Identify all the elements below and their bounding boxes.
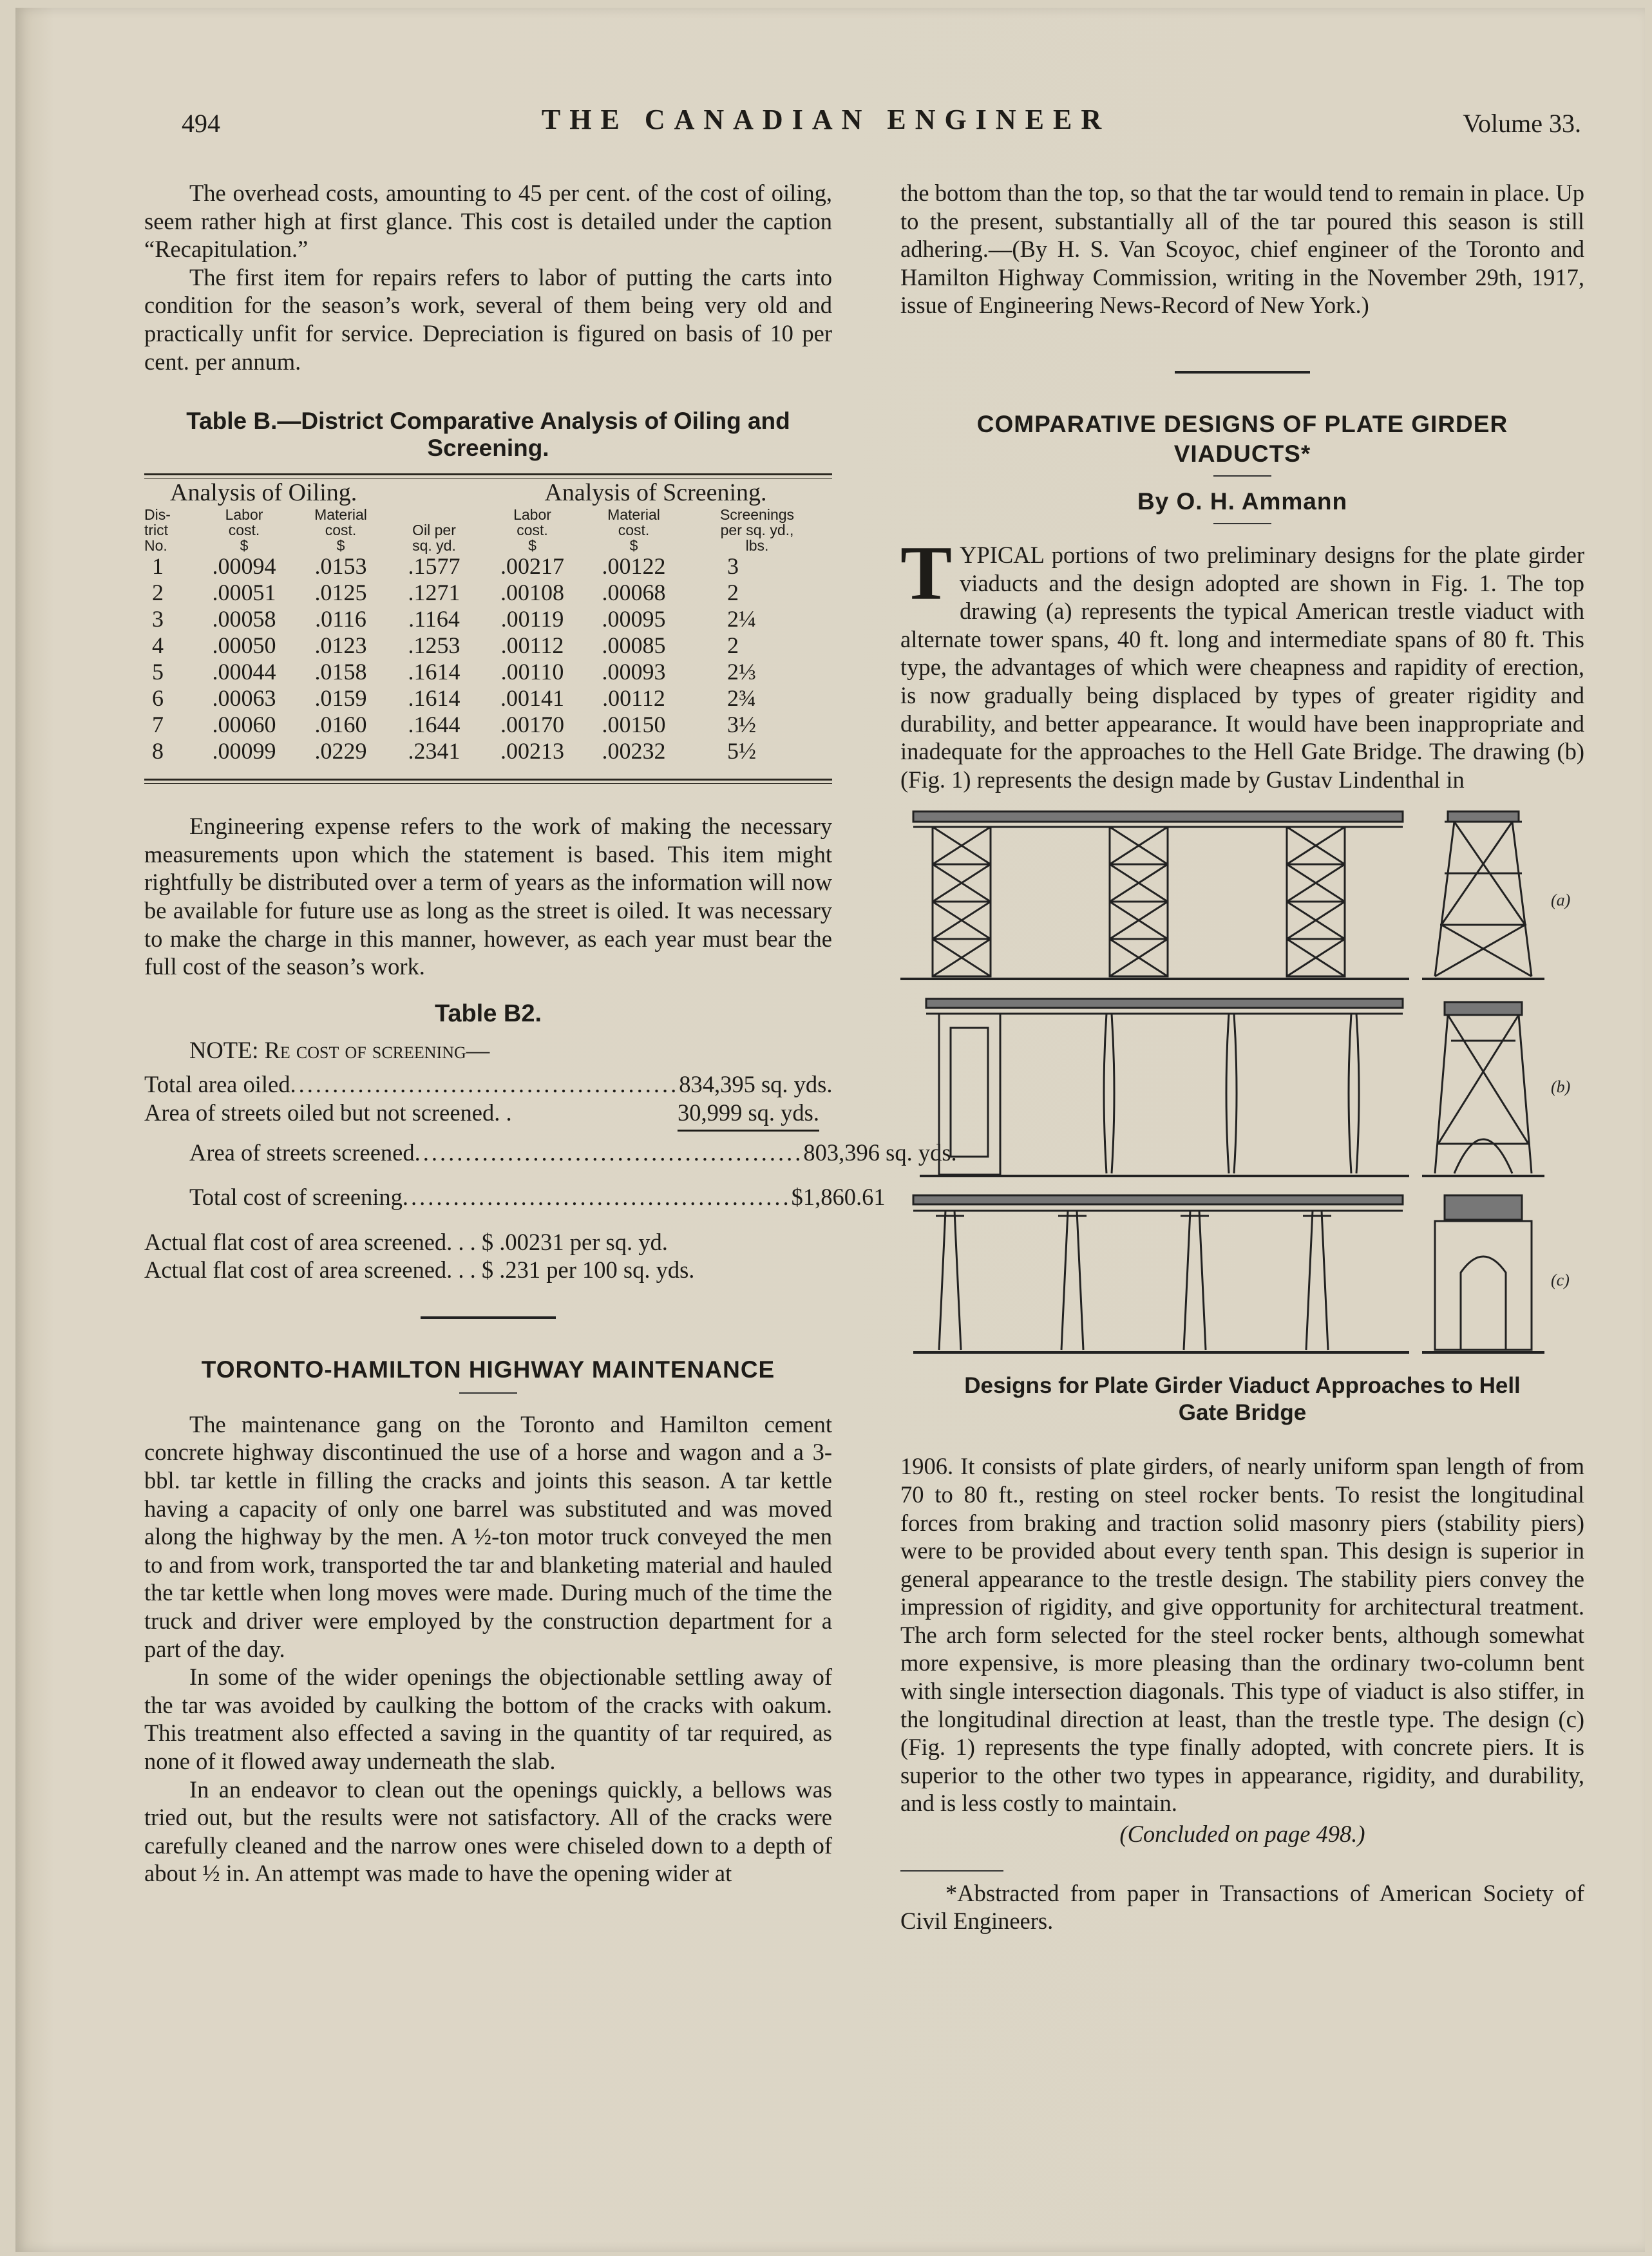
table-cell: .1614: [408, 685, 460, 712]
table-cell: 6: [152, 685, 164, 712]
journal-title: THE CANADIAN ENGINEER: [541, 104, 1111, 135]
table-cell: .1614: [408, 659, 460, 685]
table-col-header: Screenings per sq. yd., lbs.: [719, 506, 795, 555]
table-cell: .00051: [212, 580, 276, 606]
table-cell: .0158: [314, 659, 367, 685]
byline: By O. H. Ammann: [1137, 488, 1348, 515]
table-cell: .00141: [500, 685, 564, 712]
table-rule: [144, 779, 832, 784]
table-cell: 3: [152, 606, 164, 632]
article-title: TORONTO-HAMILTON HIGHWAY MAINTENANCE: [201, 1356, 775, 1383]
table-cell: .00068: [602, 580, 666, 606]
table-cell: 2¾: [727, 685, 756, 712]
table-cell: .1644: [408, 712, 460, 738]
paragraph: TYPICAL portions of two preliminary designs for the plate girder viaducts and the design adopted are shown in Fig. 1. The top drawing (a) represents the typical American trestle viaduct with alternate tower spans, 40 ft. long and intermediate spans of 80 ft. This type, the advantages of which were cheapness and rapidity of erection, is now gradually being displaced by types of greater rigidity and durability, and better appearance. It would have been inappropriate and inadequate for the approaches to the Hell Gate Bridge. The drawing (b) (Fig. 1) represents the design made by Gustav Lindenthal in: [900, 529, 1584, 793]
table-b2-title: Table B2.: [434, 1000, 542, 1027]
table-cell: 2: [727, 632, 739, 659]
table-row: [144, 553, 832, 580]
volume-label: Volume 33.: [1463, 109, 1581, 138]
table-row: [144, 606, 832, 632]
table-col-header: Oil per sq. yd.: [412, 522, 456, 555]
left-column: [144, 179, 957, 1888]
table-cell: 7: [152, 712, 164, 738]
table-cell: .0125: [314, 580, 367, 606]
group-header-oiling: Analysis of Oiling.: [170, 479, 357, 507]
table-cell: .00044: [212, 659, 276, 685]
table-cell: .1164: [408, 606, 460, 632]
table-cell: .00112: [500, 632, 564, 659]
table-col-header: Material cost. $: [314, 506, 367, 555]
table-row: [144, 712, 832, 738]
table-b: [144, 479, 832, 764]
table-cell: 2: [152, 580, 164, 606]
table-cell: 3: [727, 553, 739, 580]
drop-cap: T: [900, 529, 953, 616]
table-cell: .1271: [408, 580, 460, 606]
table-cell: .00170: [500, 712, 564, 738]
page-header: [0, 103, 1652, 142]
footnote: *Abstracted from paper in Transactions of American Society of Civil Engineers.: [900, 1879, 1584, 1935]
table-cell: .00108: [500, 580, 564, 606]
paragraph: 1906. It consists of plate girders, of nearly uniform span length of from 70 to 80 ft., resting on steel rocker bents. To resist the longitudinal forces from braking and traction solid masonry piers (stability piers) were to be provided about every tenth span. This design is superior in general appearance to the trestle design. The stability piers convey the impression of rigidity, and give opportunity for architectural treatment. The arch form selected for the steel rocker bents, although somewhat more expensive, is more pleasing than the ordinary two-column bent with single intersection diagonals. This type of viaduct is also stiffer, in the longitudinal direction at least, than the trestle type. The design (c) (Fig. 1) represents the type finally adopted, with concrete piers. It is superior to the other two types in appearance, rigidity, and durability, and is less costly to maintain.: [900, 1453, 1584, 1817]
paragraph: In some of the wider openings the objectionable settling away of the tar was avoided by caulking the bottom of the cracks with oakum. This treatment also effected a saving in the quantity of tar required, as none of it flowed away underneath the slab.: [144, 1664, 832, 1774]
right-column: [900, 179, 1584, 1935]
figure-caption: Designs for Plate Girder Viaduct Approaches to Hell Gate Bridge: [964, 1373, 1521, 1426]
table-b2-row: Total area oiled .............................................. 834,395 sq. yds.: [144, 1071, 833, 1098]
table-cell: 3½: [727, 712, 756, 738]
table-col-header: Labor cost. $: [513, 506, 551, 555]
table-b2-row: Area of streets screened .............................................. 803,396 sq. yds.: [189, 1139, 957, 1166]
article-title: COMPARATIVE DESIGNS OF PLATE GIRDER VIADUCTS*: [976, 410, 1508, 467]
table-cell: .00063: [212, 685, 276, 712]
table-b2-row: Area of streets oiled but not screened. . 30,999 sq. yds.: [144, 1099, 819, 1126]
concluded-note: (Concluded on page 498.): [1119, 1821, 1365, 1848]
table-cell: .00095: [602, 606, 666, 632]
table-cell: .0116: [315, 606, 366, 632]
table-col-header: Labor cost. $: [225, 506, 263, 555]
drawing-c-concrete-piers: [913, 1195, 1544, 1352]
table-b-title: Table B.—District Comparative Analysis of Oiling and Screening.: [186, 408, 790, 462]
table-cell: .0160: [314, 712, 367, 738]
table-cell: .00119: [500, 606, 564, 632]
table-cell: .0123: [314, 632, 367, 659]
table-cell: .0159: [314, 685, 367, 712]
viaduct-drawings: [900, 809, 1584, 1372]
table-b2: [144, 1070, 957, 1284]
table-cell: .0229: [314, 738, 367, 764]
page-number: 494: [182, 109, 220, 138]
paragraph: In an endeavor to clean out the openings quickly, a bellows was tried out, but the results were not satisfactory. All of the cracks were carefully cleaned and the narrow ones were chiseled down to a depth of about ½ in. An attempt was made to have the opening wider at: [144, 1776, 832, 1887]
table-rule: [144, 473, 832, 479]
table-cell: 5½: [727, 738, 756, 764]
figure-label-c: (c): [1551, 1271, 1570, 1290]
table-b2-note: NOTE: Re cost of screening—: [189, 1036, 490, 1063]
table-cell: .00110: [500, 659, 564, 685]
table-cell: .2341: [408, 738, 460, 764]
paragraph: The overhead costs, amounting to 45 per cent. of the cost of oiling, seem rather high at first glance. This cost is detailed under the caption “Recapitulation.”: [144, 180, 832, 263]
table-cell: .0153: [314, 553, 367, 580]
table-cell: .00060: [212, 712, 276, 738]
table-cell: 5: [152, 659, 164, 685]
table-cell: 2⅓: [727, 659, 756, 685]
table-b2-row: Total cost of screening .............................................. $1,860.61: [189, 1184, 886, 1211]
viaduct-figure: [900, 809, 1584, 1372]
table-cell: .00232: [602, 738, 666, 764]
paragraph: The first item for repairs refers to labor of putting the carts into condition for the season’s work, several of them being very old and practically unfit for service. Depreciation is figured on basis of 10 per cent. per annum.: [144, 263, 832, 375]
table-cell: 4: [152, 632, 164, 659]
paragraph: The maintenance gang on the Toronto and Hamilton cement concrete highway discontinued the use of a horse and wagon and a 3-bbl. tar kettle in filling the cracks and joints this season. A tar kettle having a capacity of only one barrel was substituted and was moved along the highway by the men. A ½-ton motor truck conveyed the men to and from work, transported the tar and blanketing material and hauled the tar kettle when long moves were made. During much of the time the truck and driver were employed by the construction department for a part of the day.: [144, 1410, 832, 1662]
table-cell: .00093: [602, 659, 666, 685]
table-cell: .00122: [602, 553, 666, 580]
table-cell: .00058: [212, 606, 276, 632]
table-cell: .00085: [602, 632, 666, 659]
drawing-b-rocker-bents: [920, 999, 1544, 1176]
table-row: [144, 685, 832, 712]
table-cell: .00094: [212, 553, 276, 580]
paragraph: the bottom than the top, so that the tar would tend to remain in place. Up to the present, substantially all of the tar poured this season is still adhering.—(By H. S. Van Scoyoc, chief engineer of the Toronto and Hamilton Highway Commission, writing in the November 29th, 1917, issue of Engineering News-Record of New York.): [900, 180, 1584, 319]
figure-label-a: (a): [1551, 891, 1571, 910]
table-row: [144, 738, 832, 764]
table-row: [144, 580, 832, 606]
table-b2-flat-cost: Actual flat cost of area screened. . . $ .00231 per sq. yd.: [144, 1228, 668, 1255]
table-cell: .00217: [500, 553, 564, 580]
table-cell: .1577: [408, 553, 460, 580]
table-cell: 2¼: [727, 606, 756, 632]
table-col-header: Dis- trict No.: [144, 506, 171, 555]
table-col-header: Material cost. $: [607, 506, 660, 555]
table-row: [144, 659, 832, 685]
drawing-a-trestle: [900, 811, 1544, 979]
table-cell: .00112: [602, 685, 665, 712]
table-row: [144, 632, 832, 659]
table-cell: .00213: [500, 738, 564, 764]
group-header-screening: Analysis of Screening.: [544, 479, 767, 507]
table-cell: 8: [152, 738, 164, 764]
table-b2-flat-cost: Actual flat cost of area screened. . . $ .231 per 100 sq. yds.: [144, 1256, 695, 1284]
table-cell: .00050: [212, 632, 276, 659]
figure-label-b: (b): [1551, 1077, 1571, 1097]
table-cell: .00099: [212, 738, 276, 764]
table-cell: .1253: [408, 632, 460, 659]
table-cell: .00150: [602, 712, 666, 738]
table-cell: 1: [152, 553, 164, 580]
paragraph: Engineering expense refers to the work of making the necessary measurements upon which the statement is based. This item might rightfully be distributed over a term of years as the information will now be available for future use as long as the street is oiled. It was necessary to make the charge in this manner, however, as each year must bear the full cost of the season’s work.: [144, 813, 832, 980]
table-cell: 2: [727, 580, 739, 606]
